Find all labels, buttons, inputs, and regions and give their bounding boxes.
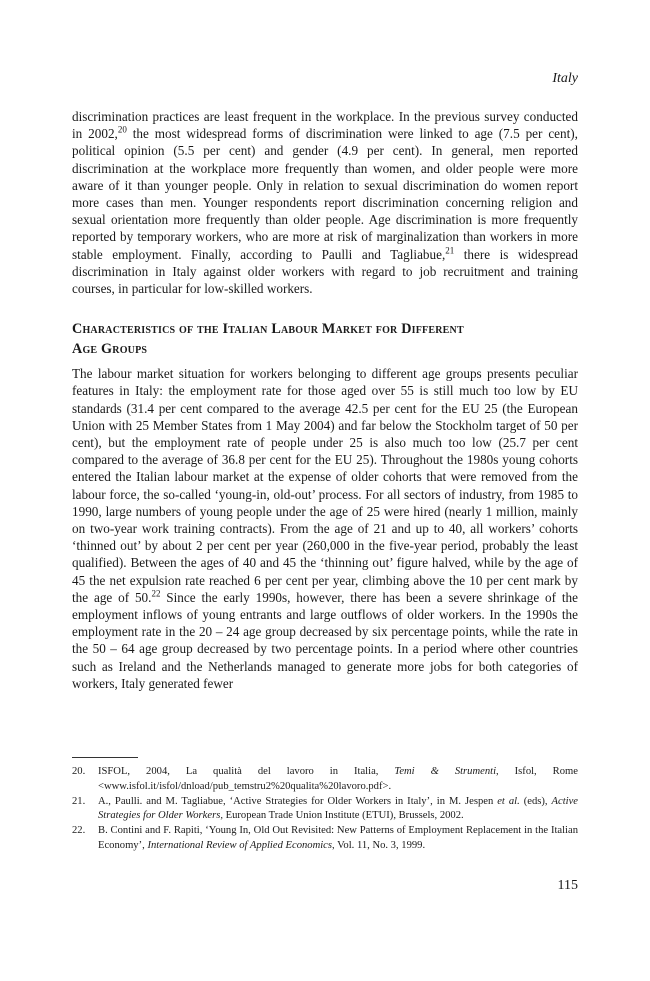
footnote-italic: International Review of Applied Economics bbox=[147, 839, 333, 851]
footnote-italic: et al. bbox=[497, 795, 520, 807]
footnote-italic: Temi & Strumenti bbox=[394, 766, 497, 777]
section-heading bbox=[72, 319, 578, 359]
footnote-20 bbox=[72, 765, 578, 795]
heading-line-1: Characteristics of the Italian Labour Market for Different bbox=[72, 321, 464, 338]
running-head: Italy bbox=[552, 71, 578, 86]
footnote-text bbox=[98, 765, 578, 795]
paragraph-text: there is widespread discrimination in Italy against older workers with regard to job recruitment and training courses, in particular for low-skilled workers. bbox=[72, 246, 578, 297]
footnote-number: 21. bbox=[72, 795, 86, 807]
footnote-part: A., Paulli. and M. Tagliabue, ‘Active Strategies for Older Workers in Italy’, in M. Jespen bbox=[98, 795, 498, 807]
heading-line-2: Age Groups bbox=[72, 341, 148, 358]
paragraph-text: the most widespread forms of discrimination were linked to age (7.5 per cent), political opinion (5.5 per cent) and gender (4.9 per cent). In general, men reported discrimination at the workplace more frequently than women, and older people were more aware of it than younger people. Only in relation to sexual discrimination do women report more cases than men. Younger respondents report discrimination concerning religion and sexual orientation more frequently than older people. Age discrimination is more frequently reported by temporary workers, who are more at risk of marginalization than workers in more stable employment. Finally, according to Paulli and Tagliabue, bbox=[72, 126, 578, 262]
footnote-part: B. Contini and F. Rapiti, ‘Young In, Old Out Revisited: New Patterns of Employment Replacement in the Italian Economy’, bbox=[98, 825, 578, 851]
footnote-number: 20. bbox=[72, 766, 86, 777]
paragraph-discrimination bbox=[72, 108, 578, 297]
paragraph-text: Since the early 1990s, however, there has been a severe shrinkage of the employment inflows of young entrants and large outflows of older workers. In the 1990s the employment rate in the 20 – 24 age group decreased by six percentage points, while the rate in the 50 – 64 age group decreased by two percentage points. In a period where other countries such as Ireland and the Netherlands managed to generate more jobs for both categories of workers, Italy generated fewer bbox=[72, 589, 579, 691]
paragraph-text: The labour market situation for workers belonging to different age groups presents peculiar features in Italy: the employment rate for those aged over 55 is still much too low by EU standards (31.4 per cent compared to the average 42.5 per cent for the EU 25 (the European Union with 25 Member States from 1 May 2004) and far below the Stockholm target of 50 per cent), but the employment rate of people under 25 is also much too low (25.7 per cent compared to the average of 36.8 per cent for the EU 25). Throughout the 1980s young cohorts entered the Italian labour market at the expense of older cohorts that were removed from the labour force, the so-called ‘young-in, old-out’ process. For all sectors of industry, from 1985 to 1990, large numbers of young people under the age of 25 were hired (nearly 1 million, mainly on two-year work training contracts). From the age of 21 and up to 40, all workers’ cohorts ‘thinned out’ by about 2 per cent per year (260,000 in the five-year period, probably the least qualified). Between the ages of 40 and 45 the ‘thinning out’ figure halved, while by the age of 45 the net expulsion rate reached 6 per cent per year, climbing above the 10 per cent mark by the age of 50. bbox=[72, 366, 578, 605]
footnote-part: European Trade Union Institute (ETUI), Brussels, 2002. bbox=[222, 810, 464, 822]
footnote-part: ISFOL, 2004, La qualità del lavoro in Italia, bbox=[98, 766, 395, 777]
footnote-text bbox=[98, 824, 578, 854]
footnote-text bbox=[98, 795, 578, 825]
footnote-part: (eds), bbox=[519, 795, 552, 807]
page-number: 115 bbox=[557, 878, 578, 893]
footnote-ref-20[interactable]: 20 bbox=[117, 124, 127, 135]
footnote-divider bbox=[72, 757, 138, 758]
footnote-part: , Vol. 11, No. 3, 1999. bbox=[332, 839, 426, 851]
footnotes bbox=[72, 765, 578, 854]
paragraph-labour-market bbox=[72, 365, 578, 692]
footnote-ref-22[interactable]: 22 bbox=[151, 588, 161, 599]
footnote-22 bbox=[72, 824, 578, 854]
footnote-italic: Active Strategies for Older Workers, bbox=[98, 795, 578, 822]
footnote-part: , Isfol, Rome <www.isfol.it/isfol/dnload/pub_temstru2%20qualita%20lavoro.pdf>. bbox=[98, 766, 578, 792]
footnote-21 bbox=[72, 795, 578, 825]
footnote-number: 22. bbox=[72, 825, 86, 837]
main-content bbox=[72, 108, 578, 692]
paragraph-text: discrimination practices are least frequent in the workplace. In the previous survey conducted in 2002, bbox=[72, 109, 578, 142]
footnote-ref-21[interactable]: 21 bbox=[445, 245, 455, 256]
